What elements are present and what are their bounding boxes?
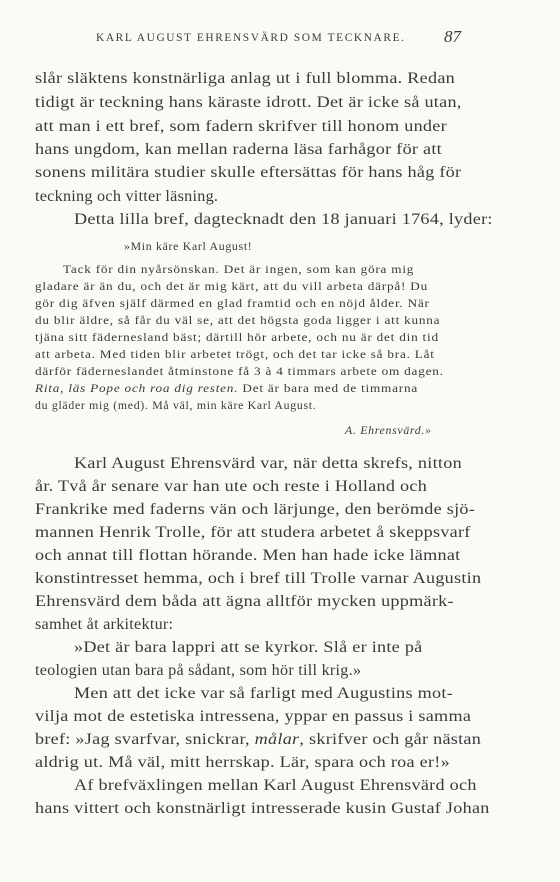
text-line: vilja mot de estetiska intressena, yppar en passus i samma [35,707,472,725]
text-line: hans ungdom, kan mellan raderna läsa farhågor för att [35,140,443,158]
letter-line: gladare är än du, och det är mig kärt, att du vill arbeta därpå! Du [35,279,428,293]
text-line: att man i ett bref, som fadern skrifver till honom under [35,117,447,135]
letter-line-rest: Det är bara med de timmarna [238,381,419,395]
italic-quote: Rita, läs Pope och roa dig resten. [35,381,239,395]
text-line: hans vittert och konstnärligt intresserade kusin Gustaf Johan [35,799,490,817]
text-line: Karl August Ehrensvärd var, när detta skrefs, nitton [74,454,462,472]
letter-line: du gläder mig (med). Må väl, min käre Karl August. [35,398,317,412]
quote-before: bref: »Jag svarfvar, snickrar, [35,730,255,748]
text-line: samhet åt arkitektur: [35,615,174,633]
italic-word: målar [254,730,300,748]
quote-after: , skrifver och går nästan [299,730,482,748]
running-title: KARL AUGUST EHRENSVÄRD SOM TECKNARE. [96,32,406,44]
letter-line: att arbeta. Med tiden blir arbetet trögt, och det tar icke så bra. Låt [35,347,435,361]
text-line: och annat till flottan hörande. Men han hade icke lämnat [35,546,461,564]
text-line: Men att det icke var så farligt med Augustins mot- [74,684,454,702]
text-line: slår släktens konstnärliga anlag ut i full blomma. Redan [35,69,455,87]
text-line: teologien utan bara på sådant, som hör till krig.» [35,661,362,679]
text-line [35,730,481,749]
page-number: 87 [444,27,461,46]
text-line: Frankrike med faderns vän och lärjunge, den berömde sjö- [35,500,476,518]
letter-line: tjäna sitt fädernesland bäst; därtill hör arbete, och nu är det din tid [35,330,439,344]
text-line: Ehrensvärd dem båda att ägna alltför mycken uppmärk- [35,592,454,610]
text-line: aldrig ut. Må väl, mitt herrskap. Lär, spara och roa er!» [35,753,450,771]
letter-line: gör dig äfven själf därmed en glad framtid och en nöjd ålder. När [35,296,430,310]
text-line: mannen Henrik Trolle, för att studera arbetet å skeppsvarf [35,523,471,541]
letter-salutation: »Min käre Karl August! [124,239,253,253]
letter-line: därför fäderneslandet åtminstone få 3 à 4 timmars arbete om dagen. [35,364,444,378]
text-line: konstintresset hemma, och i bref till Trolle varnar Augustin [35,569,482,587]
text-line: tidigt är teckning hans käraste idrott. Det är icke så utan, [35,93,462,111]
text-line: år. Två år senare var han ute och reste i Holland och [35,477,428,495]
letter-line [35,381,418,396]
text-line: teckning och vitter läsning. [35,187,219,205]
letter-signature: A. Ehrensvärd.» [345,423,432,437]
text-line: Af brefväxlingen mellan Karl August Ehrensvärd och [74,776,477,794]
text-line: Detta lilla bref, dagtecknadt den 18 januari 1764, lyder: [74,210,493,228]
text-line: »Det är bara lappri att se kyrkor. Slå er inte på [74,638,423,656]
text-line: sonens militära studier skulle eftersättas för hans håg för [35,163,462,181]
letter-line: du blir äldre, så får du väl se, att det högsta goda ligger i att kunna [35,313,441,327]
letter-line: Tack för din nyårsönskan. Det är ingen, som kan göra mig [63,262,415,276]
